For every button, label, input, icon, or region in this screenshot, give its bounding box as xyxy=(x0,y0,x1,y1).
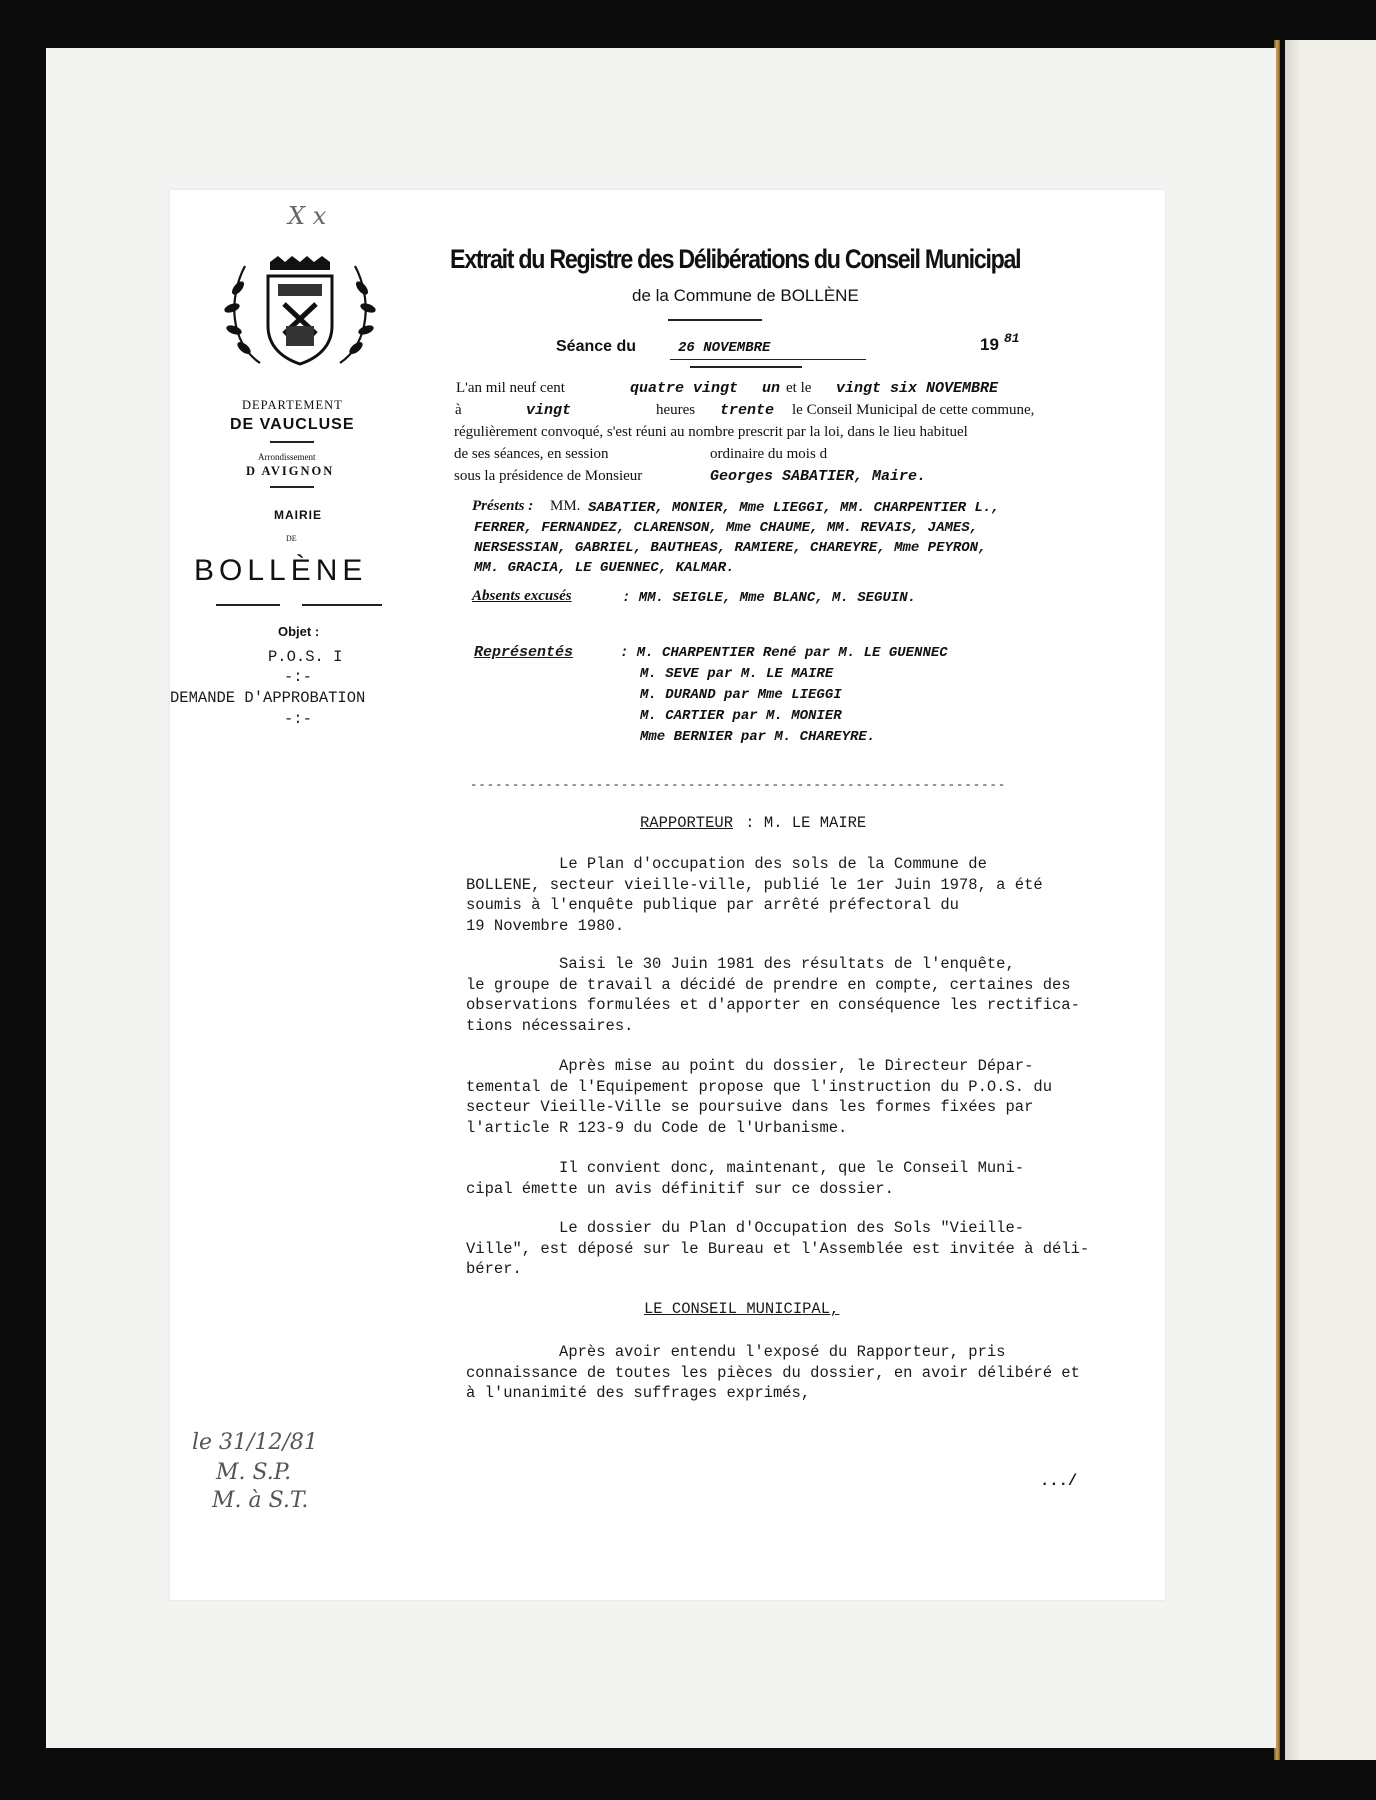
departement-label: DEPARTEMENT xyxy=(242,398,343,412)
divider xyxy=(270,441,314,443)
intro-fill: un xyxy=(762,380,781,397)
coat-of-arms-logo xyxy=(220,248,380,378)
presents-line: NERSESSIAN, GABRIEL, BAUTHEAS, RAMIERE, CHAREYRE, Mme PEYRON, xyxy=(474,540,987,556)
separator: -:- xyxy=(284,668,312,686)
presents-line: FERRER, FERNANDEZ, CLARENSON, Mme CHAUME, MM. REVAIS, JAMES, xyxy=(474,520,979,536)
intro-fill: vingt six NOVEMBRE xyxy=(836,380,999,397)
commune-name: BOLLÈNE xyxy=(194,554,368,587)
objet-label: Objet : xyxy=(278,624,320,639)
year-prefix: 19 xyxy=(980,335,999,354)
intro-text: sous la présidence de Monsieur xyxy=(454,468,643,484)
divider xyxy=(216,604,280,606)
objet-line-2: DEMANDE D'APPROBATION xyxy=(170,689,366,707)
handwritten-note: M. S.P. xyxy=(216,1460,292,1485)
intro-text: et le xyxy=(786,380,812,396)
intro-text: L'an mil neuf cent xyxy=(456,380,565,396)
arrondissement-label: Arrondissement xyxy=(258,452,316,462)
presents-label: Présents : xyxy=(472,498,534,514)
rapporteur-label: RAPPORTEUR xyxy=(640,814,734,832)
representes-line: M. SEVE par M. LE MAIRE xyxy=(640,666,834,682)
handwritten-note: M. à S.T. xyxy=(212,1488,309,1513)
presents-line: SABATIER, MONIER, Mme LIEGGI, MM. CHARPENTIER L., xyxy=(588,500,1000,516)
conseil-label: LE CONSEIL MUNICIPAL, xyxy=(644,1300,840,1318)
paragraph: Le Plan d'occupation des sols de la Commune de BOLLENE, secteur vieille-ville, publié le 1er Juin 1978, a été soumis à l'enquête publique par arrêté préfectoral du 19 Novembre 1980. xyxy=(466,855,1043,935)
intro-fill: vingt xyxy=(526,402,572,419)
next-page-edge xyxy=(1285,40,1376,1760)
document-page xyxy=(170,190,1165,1600)
mairie-label: MAIRIE xyxy=(274,508,322,522)
divider xyxy=(302,604,382,606)
separator: -:- xyxy=(284,710,312,728)
intro-text: de ses séances, en session xyxy=(454,446,609,462)
arrondissement-name: D AVIGNON xyxy=(246,464,335,478)
intro-text: ordinaire du mois d xyxy=(710,446,828,462)
paragraph: Après mise au point du dossier, le Directeur Dépar- temental de l'Equipement propose que l'instruction du P.O.S. du secteur Vieille-Ville se poursuive dans les formes fixées par l'article R 123-9 du Code de l'Urbanisme. xyxy=(466,1057,1052,1137)
seance-label: Séance du xyxy=(556,338,637,355)
intro-fill: quatre vingt xyxy=(630,380,739,397)
paragraph: Après avoir entendu l'exposé du Rapporteur, pris connaissance de toutes les pièces du dossier, en avoir délibéré et à l'unanimité des suffrages exprimés, xyxy=(466,1343,1080,1402)
presents-mm: MM. xyxy=(550,498,581,514)
divider xyxy=(270,486,314,488)
intro-text: à xyxy=(455,402,462,418)
year-suffix: 81 xyxy=(1004,331,1020,346)
president-name: Georges SABATIER, Maire. xyxy=(710,468,927,485)
seance-date: 26 NOVEMBRE xyxy=(678,340,771,356)
de-label: DE xyxy=(286,534,297,543)
paragraph: Il convient donc, maintenant, que le Conseil Muni- cipal émette un avis définitif sur ce dossier. xyxy=(466,1159,1025,1198)
paragraph: Saisi le 30 Juin 1981 des résultats de l'enquête, le groupe de travail a décidé de prendre en compte, certaines des observations formulées et d'apporter en conséquence les rectifica- tions nécessaires. xyxy=(466,955,1080,1035)
representes-line: M. DURAND par Mme LIEGGI xyxy=(640,687,842,703)
representes-label: Représentés xyxy=(474,644,574,661)
handwritten-note: le 31/12/81 xyxy=(192,1430,318,1455)
document-title: Extrait du Registre des Délibérations du Conseil Municipal xyxy=(450,244,1021,274)
intro-text: régulièrement convoqué, s'est réuni au nombre prescrit par la loi, dans le lieu habituel xyxy=(454,424,968,440)
presents-line: MM. GRACIA, LE GUENNEC, KALMAR. xyxy=(474,560,735,576)
date-underline xyxy=(670,359,866,360)
continuation-mark: .../ xyxy=(1040,1472,1078,1490)
intro-text: le Conseil Municipal de cette commune, xyxy=(792,402,1035,418)
absents-value: : MM. SEIGLE, Mme BLANC, M. SEGUIN. xyxy=(622,590,917,606)
handwritten-mark: X x xyxy=(288,202,327,230)
dashed-separator: ---------------------------------------------------------------- xyxy=(470,778,1007,792)
divider xyxy=(690,366,802,368)
divider xyxy=(668,319,762,321)
representes-line: : M. CHARPENTIER René par M. LE GUENNEC xyxy=(620,645,948,661)
objet-line-1: P.O.S. I xyxy=(268,648,343,666)
intro-text: heures xyxy=(656,402,696,418)
rapporteur-value: : M. LE MAIRE xyxy=(736,814,867,832)
departement-name: DE VAUCLUSE xyxy=(230,416,355,433)
document-subtitle: de la Commune de BOLLÈNE xyxy=(632,286,859,305)
paragraph: Le dossier du Plan d'Occupation des Sols "Vieille- Ville", est déposé sur le Bureau et l'Assemblée est invitée à déli- bérer. xyxy=(466,1219,1090,1278)
representes-line: M. CARTIER par M. MONIER xyxy=(640,708,842,724)
representes-line: Mme BERNIER par M. CHAREYRE. xyxy=(640,729,876,745)
absents-label: Absents excusés xyxy=(472,588,572,604)
intro-fill: trente xyxy=(720,402,775,419)
